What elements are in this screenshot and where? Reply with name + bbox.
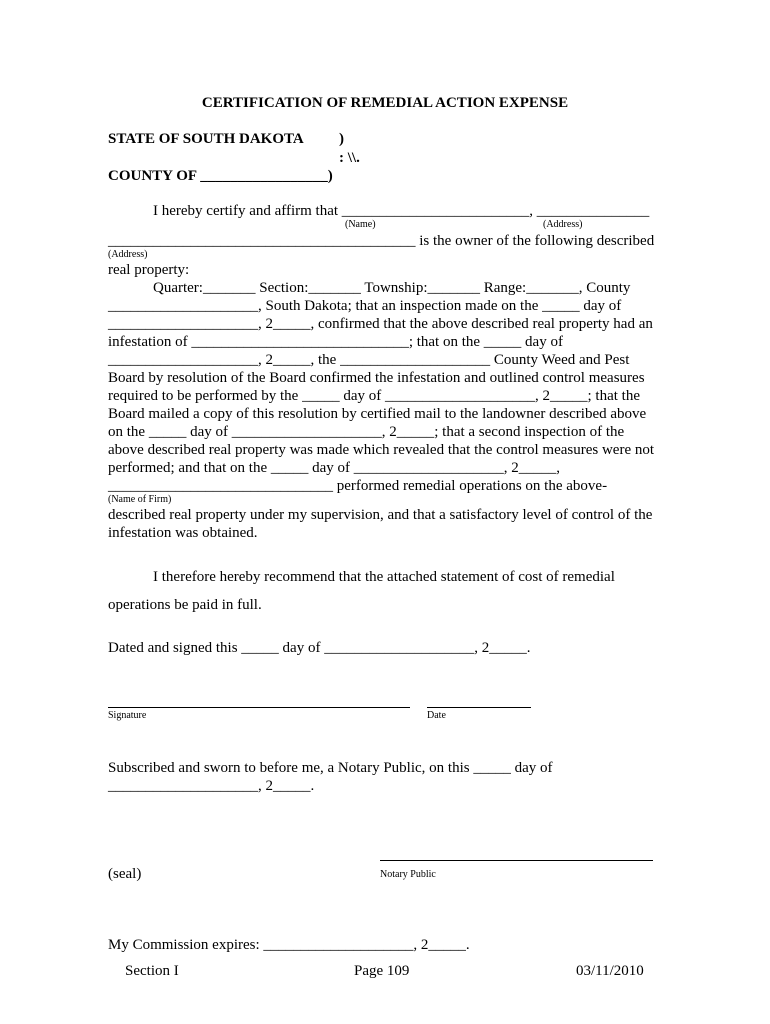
body-line-12: on the _____ day of ____________________, 2_____; that a second inspection of the [108, 424, 625, 440]
body-line-11: Board mailed a copy of this resolution by certified mail to the landowner described above [108, 406, 647, 422]
body-line-13: above described real property was made which revealed that the control measures were not [108, 442, 655, 458]
document-title: CERTIFICATION OF REMEDIAL ACTION EXPENSE [201, 95, 569, 111]
seal-label: (seal) [108, 866, 142, 882]
body-line-7: infestation of _____________________________; that on the _____ day of [108, 334, 563, 350]
ss-mark: : \\. [339, 150, 360, 166]
body-line-5: ____________________, South Dakota; that an inspection made on the _____ day of [108, 298, 622, 314]
footer-page: Page 109 [354, 963, 410, 979]
body-line-9: Board by resolution of the Board confirmed the infestation and outlined control measures [108, 370, 645, 386]
county-label: COUNTY OF _________________) [108, 168, 333, 184]
firm-caption: (Name of Firm) [108, 494, 172, 505]
body-line-15: ______________________________ performed remedial operations on the above- [108, 478, 608, 494]
address-caption: (Address) [543, 219, 583, 230]
footer-date: 03/11/2010 [576, 963, 644, 979]
date-caption: Date [427, 710, 446, 721]
body-line-14: performed; and that on the _____ day of ____________________, 2_____, [108, 460, 561, 476]
footer-section: Section I [125, 963, 179, 979]
commission-line: My Commission expires: ____________________, 2_____. [108, 937, 470, 953]
body-line-6: ____________________, 2_____, confirmed that the above described real property had an [108, 316, 653, 332]
body-line-2: _________________________________________ is the owner of the following described [108, 233, 655, 249]
name-caption: (Name) [345, 219, 376, 230]
body-line-10: required to be performed by the _____ day of ____________________, 2_____; that the [108, 388, 640, 404]
body-line-3: real property: [108, 262, 190, 278]
state-label: STATE OF SOUTH DAKOTA [108, 131, 304, 147]
dated-signed-line: Dated and signed this _____ day of ____________________, 2_____. [108, 640, 531, 656]
notary-signature-line [380, 860, 653, 861]
sworn-line-2: ____________________, 2_____. [108, 778, 315, 794]
recommend-line-1: I therefore hereby recommend that the attached statement of cost of remedial [153, 569, 615, 585]
body-line-8: ____________________, 2_____, the ____________________ County Weed and Pest [108, 352, 630, 368]
address-caption-2: (Address) [108, 249, 148, 260]
body-line-16: described real property under my supervision, and that a satisfactory level of control of the [108, 507, 653, 523]
date-line [427, 707, 531, 708]
signature-caption: Signature [108, 710, 147, 721]
body-line-1: I hereby certify and affirm that _________________________, _______________ [153, 203, 650, 219]
signature-line [108, 707, 410, 708]
notary-caption: Notary Public [380, 869, 436, 880]
body-line-4: Quarter:_______ Section:_______ Township:_______ Range:_______, County [153, 280, 631, 296]
sworn-line-1: Subscribed and sworn to before me, a Notary Public, on this _____ day of [108, 760, 553, 776]
recommend-line-2: operations be paid in full. [108, 597, 262, 613]
state-paren: ) [339, 131, 344, 147]
body-line-17: infestation was obtained. [108, 525, 258, 541]
